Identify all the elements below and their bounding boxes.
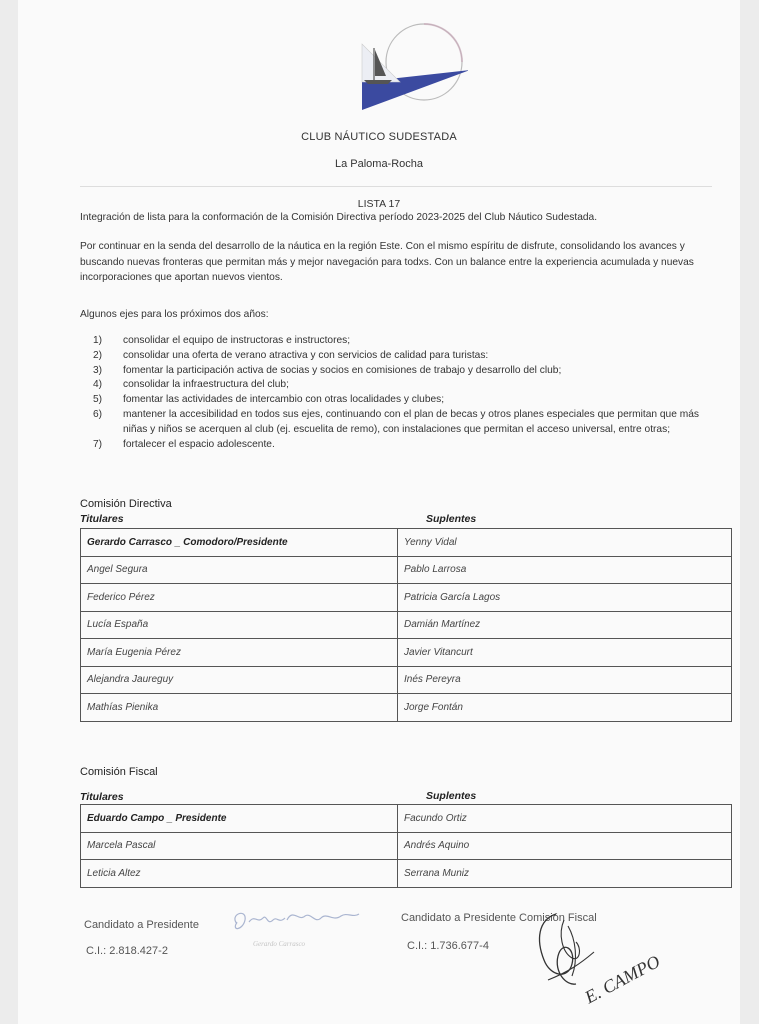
- club-location: La Paloma-Rocha: [334, 158, 424, 170]
- axes-list: [93, 334, 723, 452]
- body-paragraph: Por continuar en la senda del desarrollo de la náutica en la región Este. Con el mismo espíritu de disfrute, consolidando los avances y buscando nuevas fronteras que permitan más y mejor navegación para todxs. Con un balance entre la experiencia acumulada y nuevas incorporaciones que aportan nuevos vientos.: [80, 241, 694, 283]
- left-candidate-ci: C.I.: 2.818.427-2: [86, 945, 168, 957]
- table-row: Gerardo Carrasco _ Comodoro/Presidente Yenny Vidal: [81, 529, 732, 557]
- list-item: 7) fortalecer el espacio adolescente.: [93, 438, 275, 450]
- table-row: Federico Pérez Patricia García Lagos: [81, 584, 732, 612]
- club-logo: [340, 18, 468, 116]
- table-row: Leticia Altez Serrana Muniz: [81, 860, 732, 888]
- left-candidate-label: Candidato a Presidente: [84, 919, 199, 931]
- fiscal-table: [80, 804, 732, 888]
- document-page: [18, 0, 740, 1024]
- directiva-suplentes-label: Suplentes: [426, 513, 477, 525]
- right-candidate-ci: C.I.: 1.736.677-4: [407, 940, 489, 952]
- list-item: 6) mantener la accesibilidad en todos sus ejes, continuando con el plan de becas y otros planes especiales que permitan que más niñas y niños se acerquen al club (ej. escuelita de remo), con instalaciones que permitan el acceso universal, entre otras;: [93, 408, 699, 435]
- table-row: Angel Segura Pablo Larrosa: [81, 556, 732, 584]
- directiva-title: Comisión Directiva: [80, 498, 172, 510]
- list-item: 2) consolidar una oferta de verano atractiva y con servicios de calidad para turistas:: [93, 349, 489, 361]
- directiva-titulares-label: Titulares: [80, 513, 124, 525]
- fiscal-title: Comisión Fiscal: [80, 766, 158, 778]
- left-signature: [223, 900, 368, 954]
- list-item: 3) fomentar la participación activa de socias y socios en comisiones de trabajo y desarrollo del club;: [93, 364, 562, 376]
- right-signature: [518, 900, 678, 1010]
- table-row: María Eugenia Pérez Javier Vitancurt: [81, 639, 732, 667]
- table-row: Mathías Pienika Jorge Fontán: [81, 694, 732, 722]
- axes-intro: Algunos ejes para los próximos dos años:: [80, 309, 269, 320]
- right-candidate-label: Candidato a Presidente Comisión Fiscal: [401, 912, 597, 924]
- intro-text: Integración de lista para la conformación de la Comisión Directiva período 2023-2025 del Club Náutico Sudestada.: [80, 212, 598, 223]
- table-row: Marcela Pascal Andrés Aquino: [81, 832, 732, 860]
- svg-text:Gerardo Carrasco: Gerardo Carrasco: [253, 940, 306, 948]
- list-item: 1) consolidar el equipo de instructoras e instructores;: [93, 335, 351, 346]
- fiscal-titulares-label: Titulares: [80, 791, 124, 803]
- svg-text:E. CAMPO: E. CAMPO: [581, 951, 664, 1008]
- directiva-table: [80, 528, 732, 722]
- club-name: CLUB NÁUTICO SUDESTADA: [301, 131, 457, 143]
- list-item: 5) fomentar las actividades de intercambio con otras localidades y clubes;: [93, 394, 445, 406]
- table-row: Alejandra Jaureguy Inés Pereyra: [81, 666, 732, 694]
- list-title: LISTA 17: [357, 198, 401, 210]
- fiscal-suplentes-label: Suplentes: [426, 790, 477, 802]
- divider: [80, 186, 712, 187]
- table-row: Eduardo Campo _ Presidente Facundo Ortiz: [81, 805, 732, 833]
- list-item: 4) consolidar la infraestructura del club;: [93, 379, 289, 391]
- table-row: Lucía España Damián Martínez: [81, 611, 732, 639]
